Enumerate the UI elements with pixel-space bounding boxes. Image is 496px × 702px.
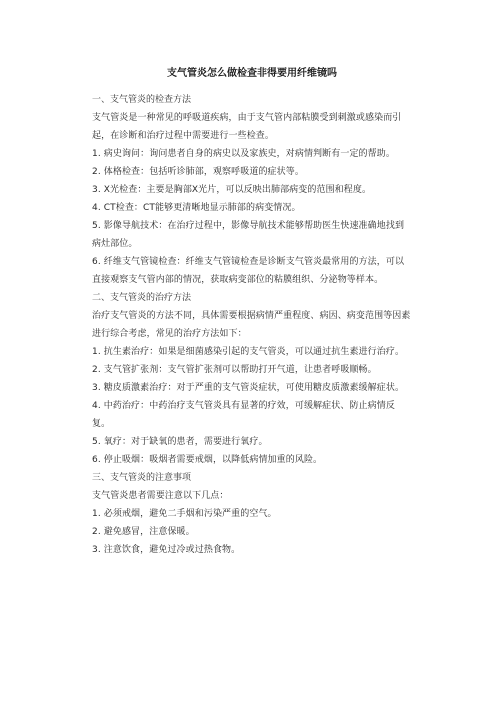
- list-item-tcm: 4. 中药治疗：中药治疗支气管炎具有显著的疗效，可缓解症状、防止病情反复。: [92, 401, 395, 429]
- list-item-xray: 3. X光检查：主要是胸部X光片，可以反映出肺部病变的范围和程度。: [92, 185, 372, 195]
- paragraph-treatment-intro: 治疗支气管炎的方法不同，具体需要根据病情严重程度、病因、病变范围等因素进行综合考虑，常见的治疗方法如下：: [92, 311, 411, 339]
- list-item-bronchodilator: 2. 支气管扩张剂：支气管扩张剂可以帮助打开气道，让患者呼吸顺畅。: [92, 365, 377, 375]
- list-item-no-smoking: 1. 必须戒烟，避免二手烟和污染严重的空气。: [92, 509, 277, 519]
- list-item-bronchoscopy: 6. 纤维支气管镜检查：纤维支气管镜检查是诊断支气管炎最常用的方法，可以直接观察支气管内部的情况，获取病变部位的粘膜组织、分泌物等样本。: [92, 257, 405, 285]
- list-item-oxygen: 5. 氧疗：对于缺氧的患者，需要进行氧疗。: [92, 437, 268, 447]
- document-page: [92, 66, 412, 559]
- list-item-antibiotics: 1. 抗生素治疗：如果是细菌感染引起的支气管炎，可以通过抗生素进行治疗。: [92, 347, 405, 357]
- list-item-quit-smoking: 6. 停止吸烟：吸烟者需要戒烟，以降低病情加重的风险。: [92, 455, 323, 465]
- list-item-diet: 3. 注意饮食，避免过冷或过热食物。: [92, 545, 241, 555]
- paragraph-precautions-intro: 支气管炎患者需要注意以下几点：: [92, 491, 229, 501]
- section-heading-precautions: 三、支气管炎的注意事项: [92, 473, 192, 483]
- list-item-imaging-navigation: 5. 影像导航技术：在治疗过程中，影像导航技术能够帮助医生快速准确地找到病灶部位。: [92, 221, 405, 249]
- section-heading-examination: 一、支气管炎的检查方法: [92, 95, 192, 105]
- document-title: 支气管炎怎么做检查非得要用纤维镜吗: [167, 68, 337, 79]
- list-item-history: 1. 病史询问：询问患者自身的病史以及家族史，对病情判断有一定的帮助。: [92, 149, 395, 159]
- paragraph-intro: 支气管炎是一种常见的呼吸道疾病，由于支气管内部粘膜受到刺激或感染而引起，在诊断和治疗过程中需要进行一些检查。: [92, 113, 402, 141]
- list-item-corticosteroid: 3. 糖皮质激素治疗：对于严重的支气管炎症状，可使用糖皮质激素缓解症状。: [92, 383, 405, 393]
- list-item-physical-exam: 2. 体格检查：包括听诊肺部，观察呼吸道的症状等。: [92, 167, 304, 177]
- list-item-avoid-cold: 2. 避免感冒，注意保暖。: [92, 527, 195, 537]
- list-item-ct: 4. CT检查：CT能够更清晰地显示肺部的病变情况。: [92, 203, 301, 213]
- section-heading-treatment: 二、支气管炎的治疗方法: [92, 293, 192, 303]
- document-body: [92, 91, 412, 559]
